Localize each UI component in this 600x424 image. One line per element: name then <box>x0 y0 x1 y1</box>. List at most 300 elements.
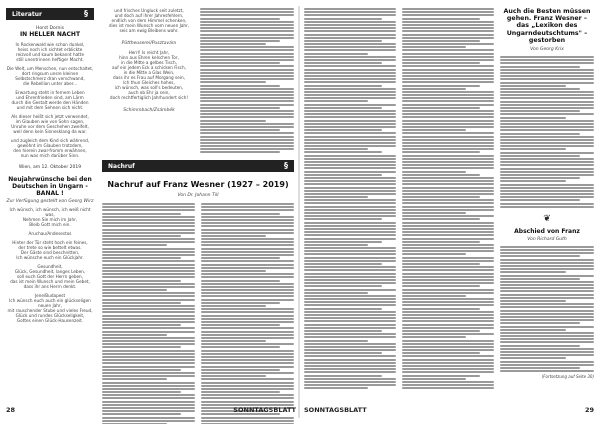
ornament-icon: ❦ <box>543 213 551 224</box>
text-line <box>402 199 494 201</box>
text-line <box>500 249 594 251</box>
text-line <box>304 100 368 102</box>
text-line <box>304 384 396 386</box>
text-line <box>200 43 266 45</box>
text-line <box>102 219 195 221</box>
text-line <box>402 116 494 118</box>
text-line <box>402 225 494 227</box>
text-line <box>402 250 494 252</box>
text-line <box>500 136 594 138</box>
text-line <box>304 263 382 265</box>
text-line <box>304 317 396 319</box>
text-line <box>102 366 195 368</box>
text-line <box>500 88 580 90</box>
col2-poem2-line: in die Mitte a Glas Wein, <box>123 70 175 75</box>
text-line <box>201 311 294 313</box>
text-line <box>201 356 294 358</box>
text-line <box>402 387 494 389</box>
text-line <box>402 11 494 13</box>
text-line <box>500 75 594 77</box>
text-line <box>304 193 396 195</box>
text-line <box>500 271 566 273</box>
text-line <box>102 353 195 355</box>
text-line <box>500 101 594 103</box>
poem1-line: und zugleich dem Kind sich während, <box>10 138 90 143</box>
text-line <box>201 308 294 310</box>
text-line <box>402 59 494 61</box>
text-line <box>201 366 294 368</box>
text-line <box>500 326 594 328</box>
text-line <box>402 215 494 217</box>
right-text-col1 <box>304 8 396 391</box>
text-line <box>500 354 594 356</box>
text-line <box>402 110 494 112</box>
col2-poem2-line: auf ein jedem Eck a schicken Fisch, <box>112 65 186 70</box>
text-line <box>201 334 294 336</box>
text-line <box>500 155 580 157</box>
text-line <box>500 148 566 150</box>
text-line <box>402 139 494 141</box>
text-line <box>402 202 494 204</box>
text-line <box>402 132 494 134</box>
text-line <box>304 298 396 300</box>
text-line <box>402 304 494 306</box>
text-line <box>304 155 396 157</box>
text-line <box>102 362 195 364</box>
text-line <box>304 257 396 259</box>
text-line <box>304 167 396 169</box>
text-line <box>102 372 195 374</box>
text-line <box>102 375 195 377</box>
text-line <box>102 385 195 387</box>
text-line <box>402 320 494 322</box>
text-line <box>201 346 280 348</box>
text-line <box>500 303 594 305</box>
text-line <box>402 155 494 157</box>
text-line <box>500 123 594 125</box>
text-line <box>201 241 294 243</box>
text-line <box>201 324 280 326</box>
text-line <box>500 171 594 173</box>
text-line <box>500 145 594 147</box>
poem1-line: Als dieser heißt sich jetzt verwendet, <box>11 114 89 119</box>
text-line <box>304 53 368 55</box>
text-line <box>402 196 480 198</box>
text-line <box>102 292 195 294</box>
text-line <box>200 100 294 102</box>
text-line <box>500 174 594 176</box>
text-line <box>500 184 594 186</box>
text-line <box>500 193 594 195</box>
text-line <box>402 142 494 144</box>
text-line <box>402 289 494 291</box>
text-line <box>201 276 294 278</box>
text-line <box>304 11 396 13</box>
text-line <box>304 308 382 310</box>
text-line <box>102 283 195 285</box>
poem2-line: Jene/Budapest <box>34 293 66 298</box>
text-line <box>304 206 396 208</box>
text-line <box>402 378 466 380</box>
text-line <box>304 330 382 332</box>
text-line <box>402 180 494 182</box>
text-line <box>402 260 494 262</box>
text-line <box>500 158 594 160</box>
text-line <box>200 151 280 153</box>
poem1-line: im Glauben wie von Sohn sagen, <box>15 119 85 124</box>
text-line <box>402 37 494 39</box>
text-line <box>304 387 368 389</box>
text-line <box>304 171 396 173</box>
text-line <box>402 187 494 189</box>
text-line <box>402 324 494 326</box>
text-line <box>402 247 494 249</box>
text-line <box>304 164 396 166</box>
col2-poem-line: und doch auf ihrer Jahresfehlern, <box>114 13 184 18</box>
article-title: Auch die Besten müssen gehen. Franz Wesner – das „Lexikon des Ungarndeutschtums" – gestorben <box>503 8 591 44</box>
text-line <box>201 289 294 291</box>
text-line <box>402 346 494 348</box>
poem1-line: heiss noch ich sichtet erblickte <box>17 47 83 52</box>
text-line <box>500 348 594 350</box>
article-text <box>500 56 594 208</box>
text-line <box>102 343 195 345</box>
text-line <box>200 94 294 96</box>
text-line <box>102 213 181 215</box>
text-line <box>200 88 294 90</box>
nachruf-logo-icon: § <box>284 161 288 170</box>
text-line <box>304 142 396 144</box>
text-line <box>304 311 396 313</box>
left-column-poems <box>6 8 94 327</box>
text-line <box>200 72 294 74</box>
poem2-line: der trete so wie bettelt etwas. <box>18 245 82 250</box>
text-line <box>304 209 396 211</box>
text-line <box>304 273 396 275</box>
text-line <box>102 340 195 342</box>
text-line <box>102 401 195 403</box>
text-line <box>200 113 294 115</box>
poem1-line: den hierein zwar-fromm erwähnen, <box>13 148 87 153</box>
poem2-body <box>6 207 94 327</box>
nachruf-text-col1 <box>102 203 195 424</box>
text-line <box>304 59 396 61</box>
text-line <box>201 283 294 285</box>
text-line <box>500 199 580 201</box>
text-line <box>402 174 480 176</box>
text-line <box>500 294 594 296</box>
text-line <box>304 234 396 236</box>
text-line <box>304 158 396 160</box>
text-line <box>402 355 494 357</box>
text-line <box>500 262 594 264</box>
text-line <box>402 327 494 329</box>
text-line <box>500 310 594 312</box>
text-line <box>200 97 294 99</box>
text-line <box>500 338 594 340</box>
poem2-line: soll euch Gott der Herrn geben, <box>16 274 84 279</box>
right-footer-brand: SONNTAGSBLATT <box>304 406 367 414</box>
text-line <box>304 202 396 204</box>
poem1-line: Die Welt, um Menschen, nun entschaltet, <box>6 66 94 71</box>
text-line <box>402 298 494 300</box>
text-line <box>200 116 294 118</box>
text-line <box>200 110 294 112</box>
text-line <box>304 336 396 338</box>
text-line <box>402 91 494 93</box>
text-line <box>304 183 396 185</box>
text-line <box>102 260 195 262</box>
text-line <box>200 56 294 58</box>
text-line <box>304 276 396 278</box>
text-line <box>201 340 266 342</box>
text-line <box>304 190 396 192</box>
text-line <box>102 382 195 384</box>
text-line <box>402 228 494 230</box>
text-line <box>304 340 368 342</box>
text-line <box>201 299 294 301</box>
text-line <box>402 177 494 179</box>
text-line <box>500 306 594 308</box>
text-line <box>304 21 396 23</box>
col2-poem2-line: doch rechtfertiglich Jahrhundert sich! <box>109 95 189 100</box>
text-line <box>402 30 494 32</box>
text-line <box>201 222 294 224</box>
text-line <box>500 290 594 292</box>
text-line <box>102 286 195 288</box>
poem1-line: und mit dem Sehnen sich nicht. <box>16 105 84 110</box>
text-line <box>402 384 494 386</box>
text-line <box>304 78 396 80</box>
text-line <box>102 321 195 323</box>
text-line <box>500 190 594 192</box>
text-line <box>304 126 396 128</box>
text-line <box>500 361 594 363</box>
text-line <box>200 59 294 61</box>
left-page-number: 28 <box>6 406 16 414</box>
text-line <box>402 343 494 345</box>
text-line <box>304 56 396 58</box>
text-line <box>500 278 580 280</box>
text-line <box>200 14 294 16</box>
text-line <box>402 359 494 361</box>
text-line <box>500 367 580 369</box>
text-line <box>201 385 294 387</box>
text-line <box>500 142 594 144</box>
text-line <box>304 269 396 271</box>
text-line <box>201 251 294 253</box>
left-page <box>6 8 296 416</box>
text-line <box>102 324 181 326</box>
text-line <box>201 286 294 288</box>
text-line <box>402 253 466 255</box>
text-line <box>402 24 494 26</box>
left-column-poem-continued <box>102 8 196 117</box>
text-line <box>500 322 580 324</box>
text-line <box>102 295 195 297</box>
text-line <box>102 289 167 291</box>
text-line <box>304 120 396 122</box>
text-line <box>102 337 195 339</box>
text-line <box>102 394 195 396</box>
text-line <box>102 264 195 266</box>
text-line <box>304 355 396 357</box>
text-line <box>304 378 396 380</box>
text-line <box>500 259 594 261</box>
text-line <box>201 305 266 307</box>
poem2-line: Glück und rundes Glückseligkeit, <box>15 313 85 318</box>
text-line <box>200 18 280 20</box>
text-line <box>201 350 294 352</box>
text-line <box>102 302 181 304</box>
text-line <box>102 334 167 336</box>
text-line <box>304 107 382 109</box>
col2-poem2-line: hinn aus Ehren kelschen Tor, <box>119 55 179 60</box>
text-line <box>304 62 382 64</box>
text-line <box>201 225 294 227</box>
text-line <box>304 27 396 29</box>
text-line <box>200 37 294 39</box>
text-line <box>402 62 480 64</box>
text-line <box>500 129 594 131</box>
text-line <box>402 171 466 173</box>
poem2-line: Ich wünsche euch ein Glückjahr. <box>16 255 84 260</box>
poem2-line: Nehmen Sie mich im Jahr, <box>22 217 78 222</box>
text-line <box>402 104 494 106</box>
text-line <box>402 375 480 377</box>
text-line <box>102 327 195 329</box>
text-line <box>402 21 494 23</box>
farewell-title: Abschied von Franz <box>514 227 580 235</box>
poem2-line: Gottes einen Glück-Hausenzeit. <box>16 318 84 323</box>
text-line <box>200 75 294 77</box>
text-line <box>402 269 494 271</box>
text-line <box>201 238 294 240</box>
text-line <box>200 107 280 109</box>
poem1-line: Erwartung steht in fernem Leben <box>15 90 85 95</box>
text-line <box>304 241 382 243</box>
text-line <box>201 213 280 215</box>
text-line <box>201 267 294 269</box>
poem2-line: dass ihr ans Herrn denkt. <box>23 284 77 289</box>
text-line <box>102 420 195 422</box>
text-line <box>201 321 294 323</box>
text-line <box>500 265 594 267</box>
text-line <box>201 372 294 374</box>
text-line <box>200 34 294 36</box>
poem2-line: Ich wünsch euch auch ein glückseligen neuen Jahr, <box>9 298 91 308</box>
text-line <box>402 206 494 208</box>
text-line <box>102 391 181 393</box>
text-line <box>304 69 396 71</box>
text-line <box>402 123 494 125</box>
nachruf-title: Nachruf auf Franz Wesner (1927 – 2019) <box>107 180 289 189</box>
text-line <box>304 123 396 125</box>
text-line <box>402 129 466 131</box>
farewell-author: Von Richard Guth <box>527 236 567 242</box>
text-line <box>102 254 195 256</box>
text-line <box>102 280 181 282</box>
text-line <box>500 252 594 254</box>
text-line <box>201 280 280 282</box>
text-line <box>200 148 294 150</box>
poem2-line: Gesundheit, <box>37 264 63 269</box>
text-line <box>102 241 195 243</box>
text-line <box>304 260 396 262</box>
text-line <box>200 30 294 32</box>
text-line <box>402 88 466 90</box>
text-line <box>500 126 594 128</box>
text-line <box>402 381 494 383</box>
text-line <box>200 8 294 10</box>
poem1-line: reizvoll und kaum bekannt hatte <box>15 52 85 57</box>
text-line <box>200 91 294 93</box>
text-line <box>102 209 195 211</box>
text-line <box>304 304 396 306</box>
text-line <box>304 333 396 335</box>
text-line <box>201 420 294 422</box>
text-line <box>102 350 195 352</box>
text-line <box>201 343 294 345</box>
text-line <box>102 369 181 371</box>
text-line <box>402 244 494 246</box>
text-line <box>304 24 396 26</box>
text-line <box>304 14 396 16</box>
text-line <box>402 311 494 313</box>
text-line <box>402 308 480 310</box>
text-line <box>500 152 594 154</box>
text-line <box>304 72 396 74</box>
left-column-right-top <box>200 8 294 158</box>
text-line <box>304 30 396 32</box>
poem2-line: Bleib Gott mich ein. <box>29 222 71 227</box>
left-footer-brand: SONNTAGSBLATT <box>233 406 296 414</box>
text-line <box>402 8 494 10</box>
text-line <box>500 82 594 84</box>
text-line <box>500 62 594 64</box>
poem1-body <box>6 42 94 162</box>
text-line <box>402 183 494 185</box>
text-line <box>200 69 294 71</box>
text-line <box>500 351 594 353</box>
text-line <box>102 388 195 390</box>
text-line <box>402 365 494 367</box>
text-line <box>500 319 594 321</box>
text-line <box>402 218 480 220</box>
col2-poem-line: endlich von dem Himmel schenken, <box>111 18 187 23</box>
text-line <box>102 257 181 259</box>
text-line <box>304 343 396 345</box>
poem2-author: Zur Verfügung gestellt von Georg Wirz <box>6 199 94 204</box>
text-line <box>200 53 294 55</box>
text-line <box>304 349 396 351</box>
text-line <box>102 315 195 317</box>
text-line <box>402 301 494 303</box>
poem1-line: die Rebellion unter aber... <box>22 81 77 86</box>
text-line <box>402 78 494 80</box>
text-line <box>102 356 195 358</box>
text-line <box>402 349 494 351</box>
section-header-literatur <box>6 8 94 20</box>
text-line <box>102 331 195 333</box>
text-line <box>304 279 396 281</box>
text-line <box>500 97 594 99</box>
text-line <box>402 148 494 150</box>
text-line <box>201 382 294 384</box>
text-line <box>102 308 195 310</box>
poem1-line: durch die Gestalt werde den Händen <box>11 100 89 105</box>
text-line <box>500 203 594 205</box>
